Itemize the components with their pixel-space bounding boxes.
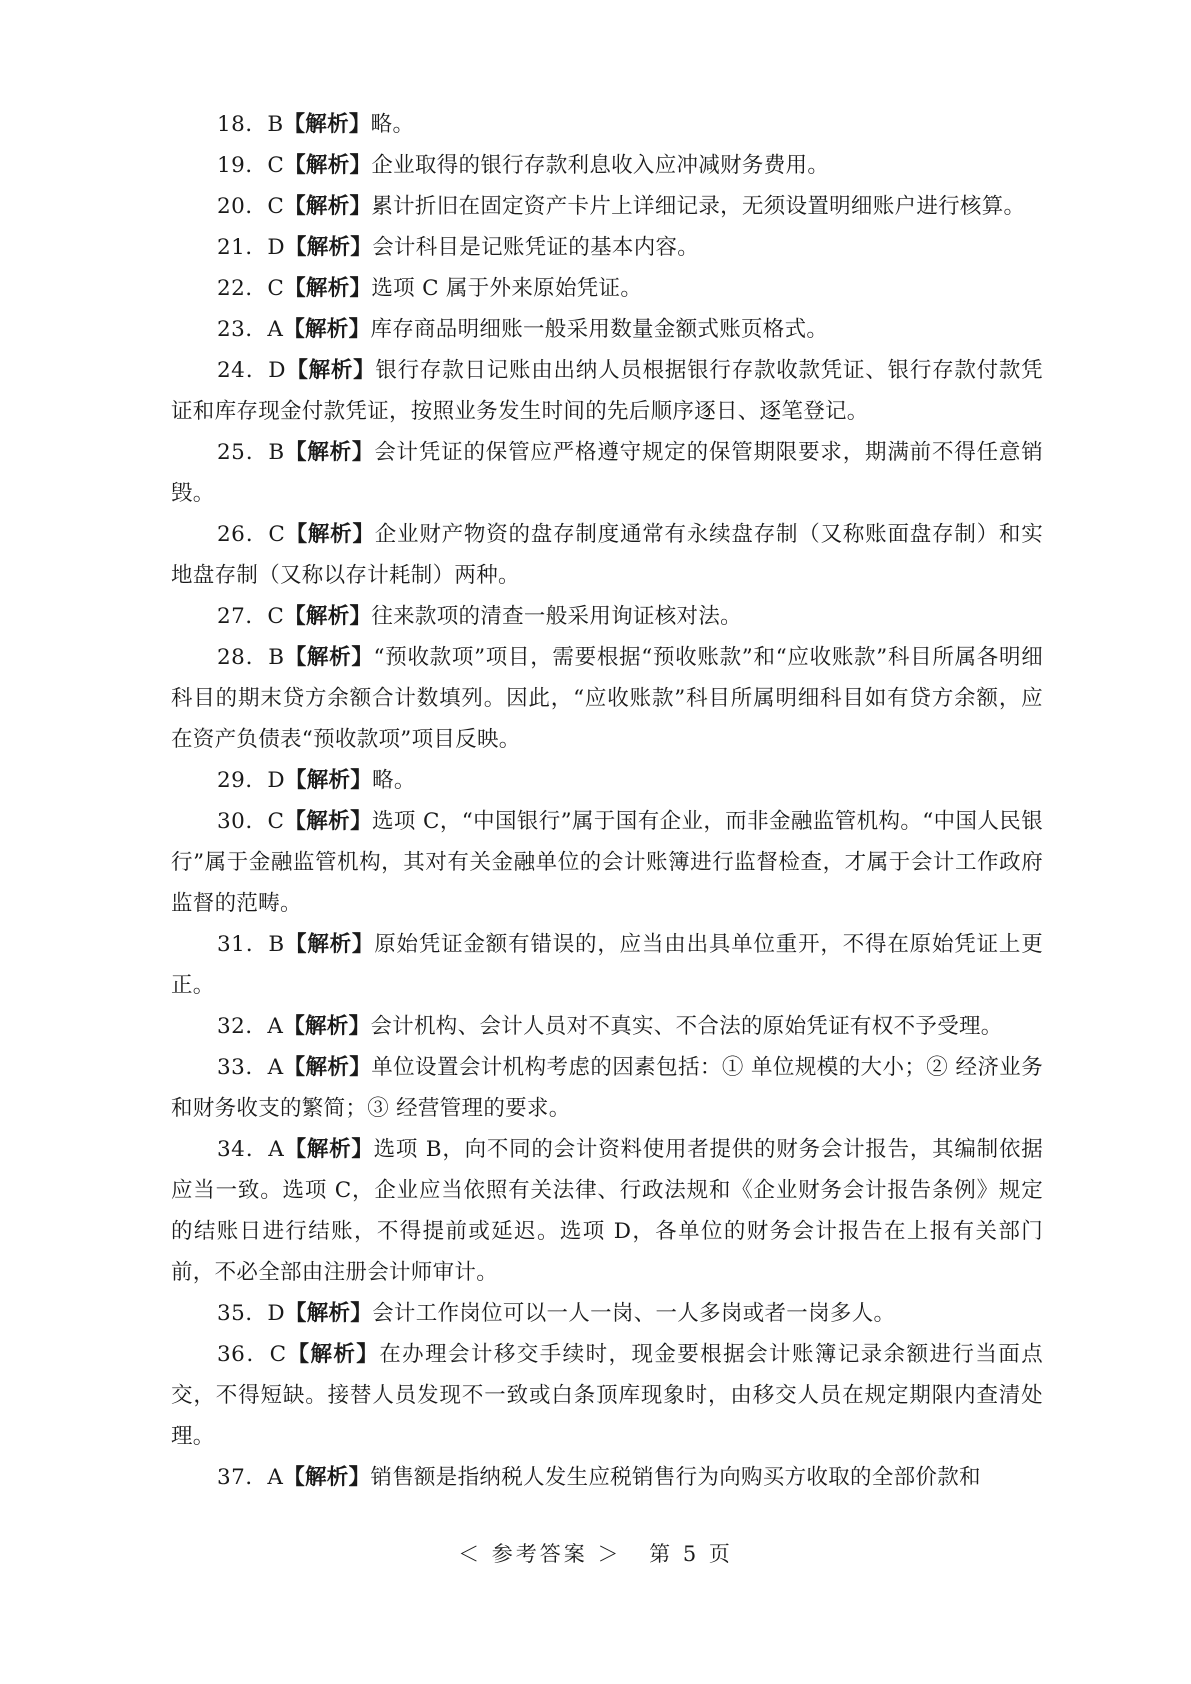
page-number: 第 5 页: [649, 1542, 733, 1566]
answer-item: 35．D【解析】会计工作岗位可以一人一岗、一人多岗或者一岗多人。: [217, 1301, 896, 1326]
answer-item: 23．A【解析】库存商品明细账一般采用数量金额式账页格式。: [217, 317, 829, 342]
answer-item: 25．B【解析】会计凭证的保管应严格遵守规定的保管期限要求，期满前不得任意销毁。: [171, 440, 1044, 506]
answer-item: 33．A【解析】单位设置会计机构考虑的因素包括：① 单位规模的大小；② 经济业务和财务收支的繁简；③ 经营管理的要求。: [171, 1055, 1044, 1121]
page-footer: [0, 1538, 1191, 1568]
answer-item: 29．D【解析】略。: [217, 768, 416, 793]
answer-item: 22．C【解析】选项 C 属于外来原始凭证。: [217, 276, 643, 301]
answer-item: 31．B【解析】原始凭证金额有错误的，应当由出具单位重开，不得在原始凭证上更正。: [171, 932, 1044, 998]
answer-item: 28．B【解析】“预收款项”项目，需要根据“预收账款”和“应收账款”科目所属各明细科目的期末贷方余额合计数填列。因此，“应收账款”科目所属明细科目如有贷方余额，应在资产负债表“预收款项”项目反映。: [171, 645, 1044, 752]
answer-item: 36．C【解析】在办理会计移交手续时，现金要根据会计账簿记录余额进行当面点交，不得短缺。接替人员发现不一致或白条顶库现象时，由移交人员在规定期限内查清处理。: [171, 1342, 1044, 1449]
answer-item: 19．C【解析】企业取得的银行存款利息收入应冲减财务费用。: [217, 153, 830, 178]
answer-item: 21．D【解析】会计科目是记账凭证的基本内容。: [217, 235, 700, 260]
answer-item: 24．D【解析】银行存款日记账由出纳人员根据银行存款收款凭证、银行存款付款凭证和库存现金付款凭证，按照业务发生时间的先后顺序逐日、逐笔登记。: [171, 358, 1043, 424]
answer-item: 37．A【解析】销售额是指纳税人发生应税销售行为向购买方收取的全部价款和: [217, 1465, 981, 1490]
answer-item: 32．A【解析】会计机构、会计人员对不真实、不合法的原始凭证有权不予受理。: [217, 1014, 1003, 1039]
answer-item: 18．B【解析】略。: [217, 112, 415, 137]
answer-item: 26．C【解析】企业财产物资的盘存制度通常有永续盘存制（又称账面盘存制）和实地盘存制（又称以存计耗制）两种。: [171, 522, 1043, 588]
answer-item: 30．C【解析】选项 C，“中国银行”属于国有企业，而非金融监管机构。“中国人民银行”属于金融监管机构，其对有关金融单位的会计账簿进行监督检查，才属于会计工作政府监督的范畴。: [171, 809, 1044, 916]
answer-item: 27．C【解析】往来款项的清查一般采用询证核对法。: [217, 604, 742, 629]
answer-item: 20．C【解析】累计折旧在固定资产卡片上详细记录，无须设置明细账户进行核算。: [217, 194, 1026, 219]
footer-section-label: ＜ 参考答案 ＞: [458, 1542, 622, 1566]
answer-item: 34．A【解析】选项 B，向不同的会计资料使用者提供的财务会计报告，其编制依据应当一致。选项 C，企业应当依照有关法律、行政法规和《企业财务会计报告条例》规定的结账日进行结账，不得提前或延迟。选项 D，各单位的财务会计报告在上报有关部门前，不必全部由注册会计师审计。: [171, 1137, 1044, 1285]
answer-key-body: [171, 104, 1043, 1498]
